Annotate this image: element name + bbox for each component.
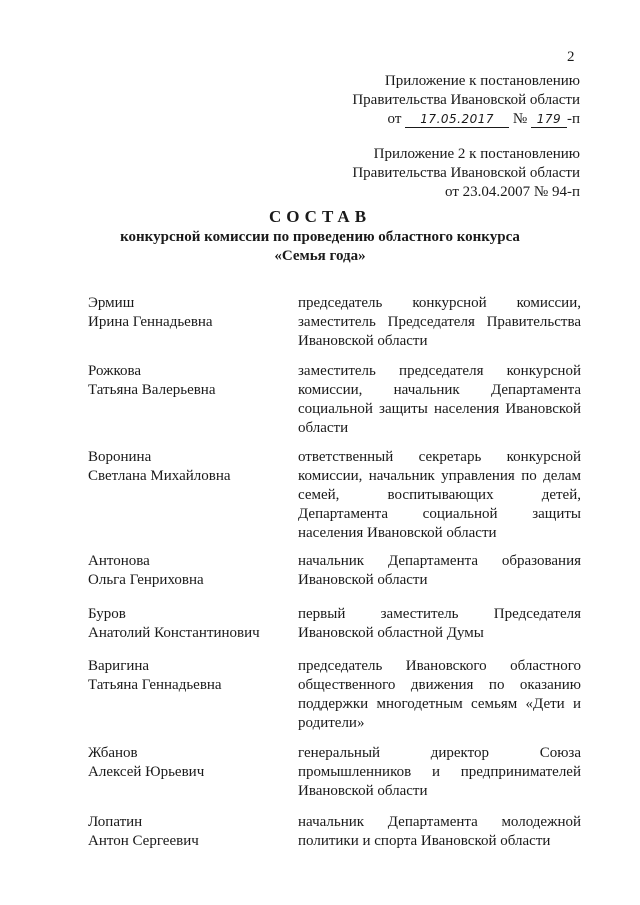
member-given-names: Алексей Юрьевич [88,764,205,780]
member-given-names: Ольга Генриховна [88,572,204,588]
appendix-original-line2: Правительства Ивановской области [352,165,580,181]
member-name [88,362,288,400]
member-role: генеральный директор Союза промышленников и предпринимателей Ивановской области [298,745,581,799]
page-number: 2 [567,49,575,65]
member-name [88,605,288,643]
member-role: начальник Департамента молодежной политики и спорта Ивановской области [298,814,581,849]
handwritten-number: 179 [531,111,567,128]
member-role: начальник Департамента образования Ивановской области [298,553,581,588]
appendix-original-header [352,145,580,202]
member-surname: Лопатин [88,814,143,830]
member-surname: Эрмиш [88,295,135,311]
member-given-names: Анатолий Константинович [88,625,260,641]
member-name [88,552,288,590]
member-role: ответственный секретарь конкурсной комиссии, начальник управления по делам семей, воспитывающих детей, Департамента социальной защиты населения Ивановской области [298,449,581,541]
member-surname: Антонова [88,553,150,569]
title-heading: СОСТАВ [268,207,372,226]
handwritten-date: 17.05.2017 [405,111,509,128]
member-name [88,744,288,782]
number-suffix: -п [566,111,580,127]
appendix-current-header [352,72,580,129]
member-name [88,448,288,486]
member-given-names: Ирина Геннадьевна [88,314,213,330]
member-role: председатель Ивановского областного общественного движения по оказанию поддержки многодетным семьям «Дети и родители» [298,658,581,731]
member-name [88,294,288,332]
member-name [88,657,288,695]
member-surname: Буров [88,606,126,622]
member-role: первый заместитель Председателя Ивановской областной Думы [298,606,581,641]
document-title [0,206,640,266]
member-name [88,813,288,851]
member-given-names: Татьяна Геннадьевна [88,677,222,693]
member-surname: Жбанов [88,745,138,761]
member-given-names: Светлана Михайловна [88,468,231,484]
appendix-original-line3: от 23.04.2007 № 94-п [445,184,580,200]
title-line3: «Семья года» [274,248,366,264]
from-prefix: от [387,111,402,127]
appendix-current-line1: Приложение к постановлению [384,73,580,89]
appendix-current-date-line [352,110,580,129]
member-given-names: Татьяна Валерьевна [88,382,216,398]
member-role: заместитель председателя конкурсной комиссии, начальник Департамента социальной защиты населения Ивановской области [298,363,581,436]
appendix-current-line2: Правительства Ивановской области [352,92,580,108]
member-surname: Варигина [88,658,150,674]
number-sign: № [512,111,528,127]
member-surname: Рожкова [88,363,142,379]
member-given-names: Антон Сергеевич [88,833,199,849]
member-surname: Воронина [88,449,152,465]
title-line2: конкурсной комиссии по проведению областного конкурса [120,229,520,245]
member-role: председатель конкурсной комиссии, заместитель Председателя Правительства Ивановской области [298,295,581,349]
appendix-original-line1: Приложение 2 к постановлению [373,146,580,162]
